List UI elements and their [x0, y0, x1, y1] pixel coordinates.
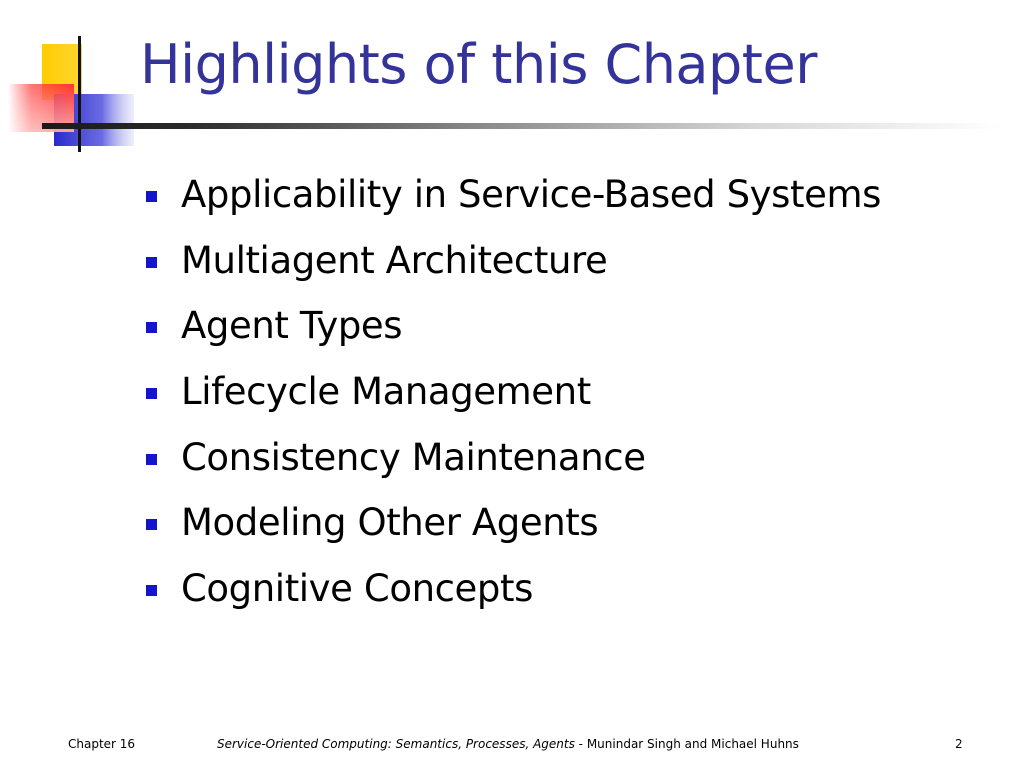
- bullet-text: Modeling Other Agents: [181, 501, 599, 545]
- square-bullet-icon: [146, 257, 157, 268]
- title-divider: [42, 123, 1002, 129]
- list-item: [146, 162, 881, 228]
- list-item: [146, 556, 881, 622]
- bullet-text: Agent Types: [181, 304, 403, 348]
- slide-footer: [0, 737, 1024, 757]
- bullet-text: Cognitive Concepts: [181, 566, 533, 610]
- bullet-text: Multiagent Architecture: [181, 238, 608, 282]
- bullet-text: Applicability in Service-Based Systems: [181, 173, 882, 217]
- bullet-text: Lifecycle Management: [181, 370, 591, 414]
- list-item: [146, 228, 881, 294]
- footer-chapter: Chapter 16: [68, 737, 136, 751]
- footer-separator: -: [574, 737, 587, 751]
- list-item: [146, 490, 881, 556]
- list-item: [146, 359, 881, 425]
- square-bullet-icon: [146, 322, 157, 333]
- list-item: [146, 293, 881, 359]
- square-bullet-icon: [146, 454, 157, 465]
- square-bullet-icon: [146, 519, 157, 530]
- list-item: [146, 424, 881, 490]
- square-bullet-icon: [146, 388, 157, 399]
- slide-title: Highlights of this Chapter: [140, 33, 817, 96]
- bullet-list: [146, 162, 881, 621]
- footer-citation: [217, 737, 799, 751]
- color-blocks-logo-icon: [0, 0, 140, 160]
- footer-page-number: 2: [955, 737, 963, 751]
- footer-book-title: Service-Oriented Computing: Semantics, Processes, Agents: [217, 737, 575, 751]
- square-bullet-icon: [146, 191, 157, 202]
- bullet-text: Consistency Maintenance: [181, 435, 646, 479]
- square-bullet-icon: [146, 585, 157, 596]
- footer-authors: Munindar Singh and Michael Huhns: [586, 737, 799, 751]
